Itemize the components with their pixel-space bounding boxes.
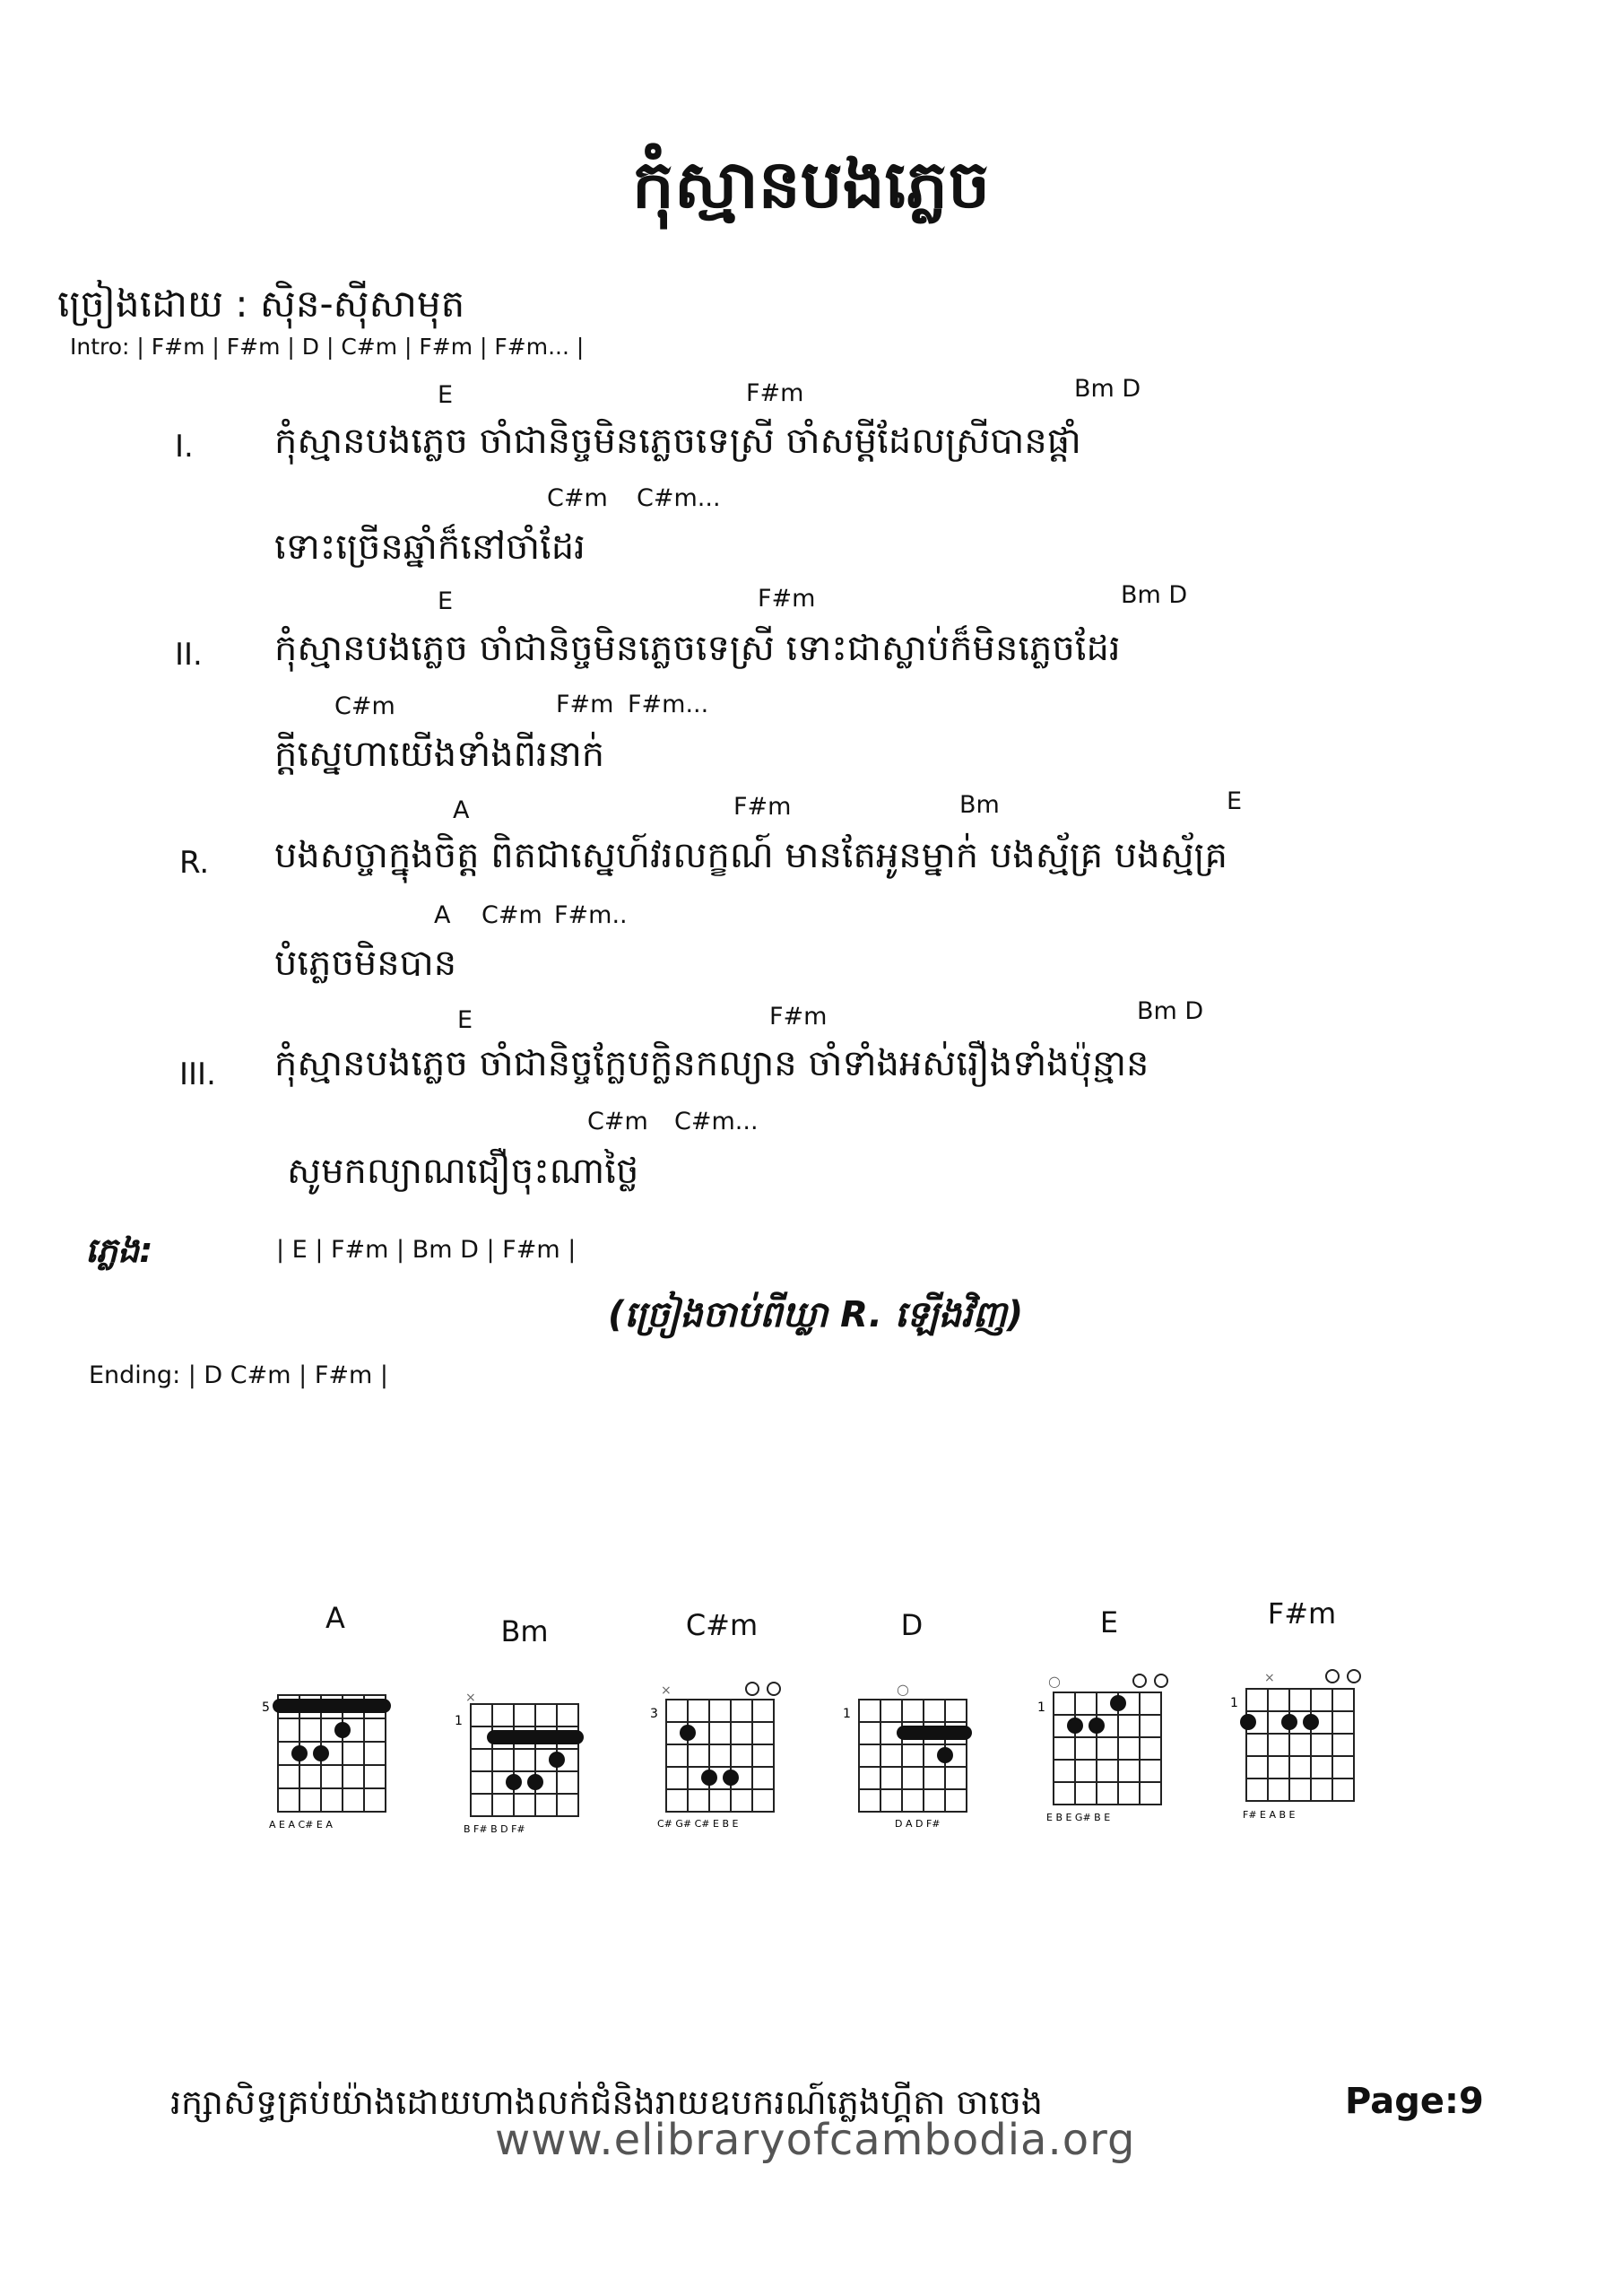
lyric-line: បងសច្ចាក្នុងចិត្ត ពិតជាស្នេហ៍វរលក្ខណ៍ មានតែអូនម្នាក់ បងស្ម័គ្រ បងស្ម័គ្រ xyxy=(274,835,1227,876)
chord-diagram-name: C#m xyxy=(685,1608,759,1642)
string-notes: F# E A B E xyxy=(1243,1809,1296,1821)
chord-label: F#m xyxy=(556,691,614,718)
lyric-line: បំភ្លេចមិនបាន xyxy=(274,943,457,984)
ending-progression: Ending: | D C#m | F#m | xyxy=(89,1361,388,1389)
chord-diagram-name: A xyxy=(325,1601,345,1635)
chord-label: F#m.. xyxy=(554,901,628,929)
chord-label: F#m xyxy=(758,585,816,613)
fret-number: 1 xyxy=(1230,1696,1238,1710)
song-title: កុំស្មានបងភ្លេច xyxy=(631,146,991,223)
copyright-notice: រក្សាសិទ្ធគ្រប់យ៉ាងដោយហាងលក់ជំនិងរាយឧបករណ៍ភ្លេងហ្គីតា ចាចេង xyxy=(170,2083,1044,2122)
verse-label: R. xyxy=(179,845,210,881)
string-notes: C# G# C# E B E xyxy=(657,1818,739,1830)
chord-diagram-a xyxy=(260,1686,412,1830)
chord-label: F#m xyxy=(769,1003,828,1031)
chord-diagram-name: E xyxy=(1099,1605,1119,1639)
chord-label: C#m xyxy=(547,484,608,512)
fret-number: 1 xyxy=(455,1714,463,1728)
chord-label: F#m xyxy=(746,379,804,407)
chord-label: C#m... xyxy=(637,484,721,512)
muted-string-icon: × xyxy=(465,1691,476,1705)
lyric-line: ទោះច្រើនឆ្នាំក៏នៅចាំដែរ xyxy=(274,526,585,568)
fret-number: 5 xyxy=(262,1700,270,1715)
lyric-line: កុំស្មានបងភ្លេច ចាំជានិច្ចក្លែបក្លិនកល្យាន ចាំទាំងអស់រឿងទាំងប៉ុន្មាន xyxy=(274,1043,1149,1084)
chord-label: C#m xyxy=(587,1108,648,1135)
chord-label: Bm D xyxy=(1121,581,1188,609)
repeat-note: (ច្រៀងចាប់ពីឃ្លា R. ឡើងវិញ) xyxy=(608,1294,1024,1335)
chord-diagram-bm xyxy=(453,1691,605,1834)
chord-label: C#m xyxy=(481,901,542,929)
fret-number: 3 xyxy=(650,1707,658,1721)
string-notes: E B E G# B E xyxy=(1046,1812,1111,1823)
muted-string-icon: × xyxy=(661,1683,672,1698)
chord-diagram-csharp-m xyxy=(648,1682,801,1830)
chord-label: Bm D xyxy=(1137,997,1204,1025)
chord-diagram-name: F#m xyxy=(1267,1596,1337,1631)
chord-label: E xyxy=(457,1006,473,1034)
lyric-line: កុំស្មានបងភ្លេច ចាំជានិច្ចមិនភ្លេចទេស្រី ចាំសម្តីដែលស្រីបានផ្តាំ xyxy=(274,421,1081,462)
open-string-icon: ○ xyxy=(897,1681,909,1698)
chord-diagram-d xyxy=(841,1682,993,1830)
muted-string-icon: × xyxy=(1264,1671,1275,1685)
chord-label: F#m xyxy=(733,793,792,821)
chord-label: E xyxy=(438,587,454,615)
chord-diagram-fsharp-m xyxy=(1228,1664,1381,1825)
solo-progression: | E | F#m | Bm D | F#m | xyxy=(276,1236,577,1264)
chord-label: A xyxy=(434,901,451,929)
lyric-line: ក្តីស្នេហាយើងទាំងពីរនាក់ xyxy=(274,734,605,775)
chord-label: A xyxy=(453,796,470,824)
chord-diagram-name: D xyxy=(900,1608,924,1642)
chord-label: E xyxy=(438,381,454,409)
chord-label: F#m... xyxy=(628,691,709,718)
verse-label: II. xyxy=(175,637,203,673)
chord-label: Bm D xyxy=(1074,375,1141,403)
verse-label: III. xyxy=(179,1057,216,1092)
string-notes: A E A C# E A xyxy=(269,1819,333,1831)
chord-label: C#m... xyxy=(674,1108,759,1135)
intro-progression: Intro: | F#m | F#m | D | C#m | F#m | F#m... | xyxy=(70,334,585,360)
chord-label: E xyxy=(1227,787,1243,815)
verse-label: I. xyxy=(175,429,194,465)
lyric-line: កុំស្មានបងភ្លេច ចាំជានិច្ចមិនភ្លេចទេស្រី ទោះជាស្លាប់ក៏មិនភ្លេចដែរ xyxy=(274,628,1121,669)
singer-credit: ច្រៀងដោយ : ស៊ិន-ស៊ីសាមុត xyxy=(57,282,465,326)
string-notes: B F# B D F# xyxy=(464,1823,525,1835)
chord-label: Bm xyxy=(959,791,1000,819)
page-number: Page:9 xyxy=(1345,2081,1484,2122)
solo-label: ភ្លេង: xyxy=(85,1231,153,1270)
string-notes: D A D F# xyxy=(895,1818,941,1830)
chord-diagram-name: Bm xyxy=(500,1614,549,1648)
chord-label: C#m xyxy=(334,692,395,720)
fret-number: 1 xyxy=(843,1707,851,1721)
lyric-line: សូមកល្យាណជឿចុះណាថ្លៃ xyxy=(287,1151,639,1192)
open-string-icon: ○ xyxy=(1048,1673,1061,1690)
fret-number: 1 xyxy=(1037,1700,1045,1715)
chord-diagram-e xyxy=(1036,1670,1188,1827)
website-watermark: www.elibraryofcambodia.org xyxy=(495,2115,1136,2165)
